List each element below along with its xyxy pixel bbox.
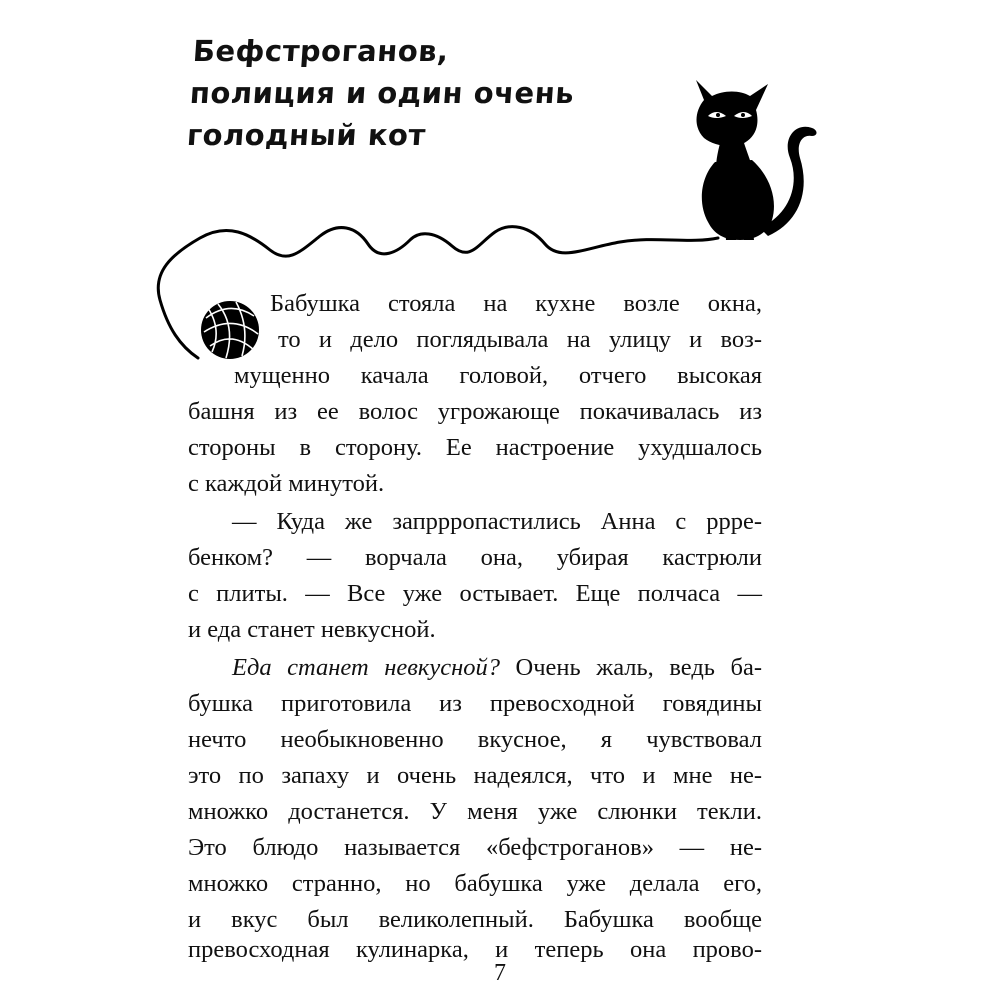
- body-line-8: бенком? — ворчала она, убирая кастрюли: [188, 544, 762, 571]
- body-line-11-rest: Очень жаль, ведь ба-: [515, 654, 763, 681]
- body-line-1: Бабушка стояла на кухне возле окна,: [270, 290, 762, 317]
- yarn-ball-icon: [201, 301, 259, 359]
- body-line-19: превосходная кулинарка, и теперь она прово-: [188, 936, 762, 963]
- body-line-18: и вкус был великолепный. Бабушка вообще: [188, 906, 762, 933]
- body-line-13: нечто необыкновенно вкусное, я чувствовал: [188, 726, 762, 753]
- chapter-title-line-1: Бефстроганов,: [191, 34, 450, 68]
- body-line-11: [232, 650, 762, 686]
- body-line-3: мущенно качала головой, отчего высокая: [234, 362, 762, 389]
- body-line-6: с каждой минутой.: [188, 470, 385, 497]
- chapter-title-line-3: голодный кот: [185, 118, 428, 152]
- italic-phrase: Еда станет невкусной?: [232, 654, 500, 681]
- body-line-4: башня из ее волос угрожающе покачивалась из: [188, 398, 762, 425]
- chapter-title-line-2: полиция и один очень: [188, 76, 576, 110]
- body-line-9: с плиты. — Все уже остывает. Еще полчаса —: [188, 580, 762, 607]
- page-number: 7: [494, 960, 506, 986]
- body-line-7: — Куда же запррропастились Анна с ррре-: [232, 508, 762, 535]
- body-line-10: и еда станет невкусной.: [188, 616, 436, 643]
- body-line-15: множко достанется. У меня уже слюнки текли.: [188, 798, 762, 825]
- body-line-5: стороны в сторону. Ее настроение ухудшалось: [188, 434, 762, 461]
- body-line-14: это по запаху и очень надеялся, что и мне не-: [188, 762, 762, 789]
- body-line-17: множко странно, но бабушка уже делала его,: [188, 870, 762, 897]
- body-line-2: то и дело поглядывала на улицу и воз-: [278, 326, 762, 353]
- body-line-16: Это блюдо называется «бефстроганов» — не-: [188, 834, 762, 861]
- black-cat-icon: [696, 80, 817, 240]
- body-line-12: бушка приготовила из превосходной говядины: [188, 690, 762, 717]
